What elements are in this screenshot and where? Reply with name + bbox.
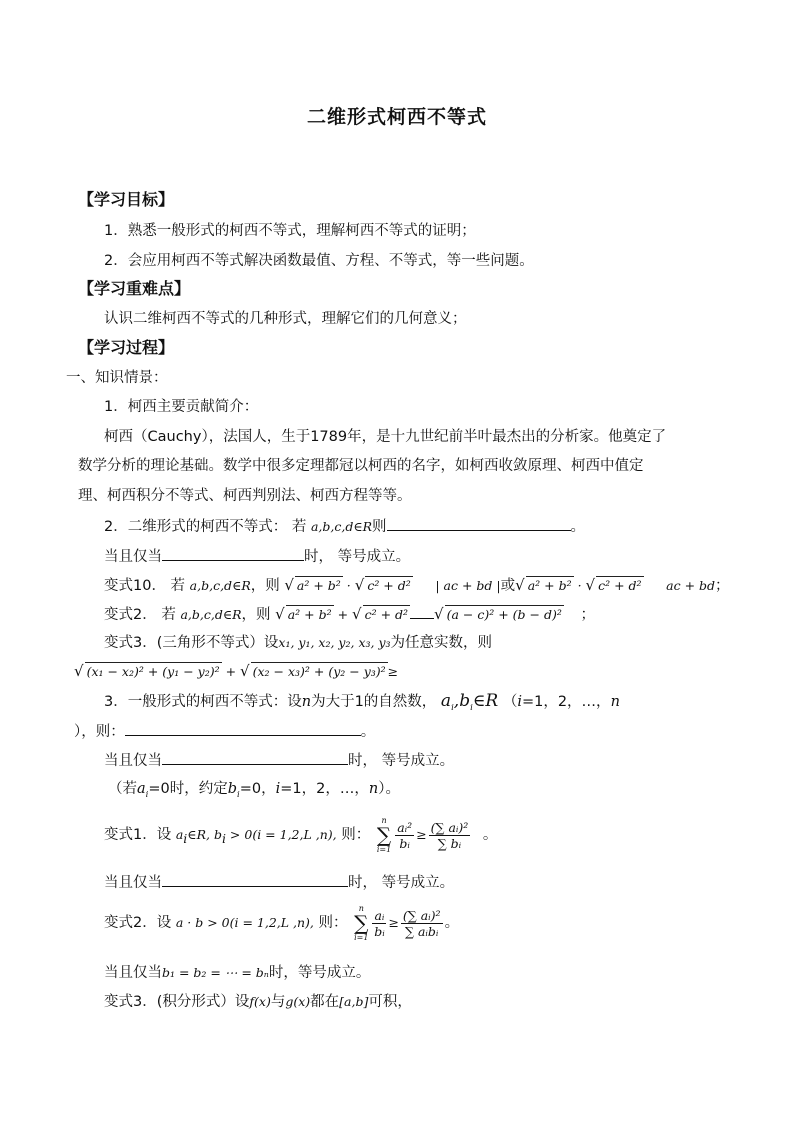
math-a: a [175, 827, 184, 842]
v1-end: 。 [482, 827, 498, 843]
v2-then: 则： [318, 915, 348, 931]
bio-line-3: 理、柯西积分不等式、柯西判别法、柯西方程等等。 [78, 488, 412, 504]
item-2-line [104, 516, 585, 536]
sub-i: i [451, 702, 454, 713]
item-2-end: 。 [570, 519, 586, 535]
variant-2-line: 变式2． 若 a,b,c,d∈R，则 √ a² + b² + √ c² + d² √ (a − c)² + (b − d)² ； [104, 605, 595, 623]
v3-on: 都在 [310, 994, 340, 1010]
v1-eq-tail: 时， 等号成立。 [348, 875, 455, 891]
math-R: R [485, 691, 499, 711]
radicand: c² + d² [367, 578, 411, 593]
variant-2-label: 变式2． 若 [104, 607, 176, 623]
item-3-text-2: 为大于1的自然数， [311, 694, 437, 710]
math-b: b [227, 781, 238, 797]
radical-sign: √ [275, 605, 285, 623]
radical-sign: √ [352, 605, 362, 623]
radical-sign: √ [585, 576, 596, 594]
math-a: a [440, 691, 452, 711]
sub-i: i [221, 830, 226, 846]
math-zero: 0 [244, 827, 253, 842]
variant-10-end: ； [715, 578, 730, 594]
v3-line [104, 993, 412, 1011]
radicand: a² + b² [527, 578, 572, 593]
fraction: $\frac{\text{aᵢ}}{\text{bᵢ}}$ [374, 907, 385, 939]
math-b: b [459, 691, 471, 711]
variant-2-blank[interactable] [410, 604, 434, 619]
radical-sign: √ [74, 662, 84, 680]
sum-symbol: n ∑ i=1 [354, 904, 369, 942]
conv-text: =0时，约定 [148, 781, 228, 797]
sub-i: i [183, 830, 188, 846]
math-R: R [241, 578, 251, 593]
v3-and: 与 [270, 994, 286, 1010]
math-in: ∈ [222, 607, 233, 622]
item-3-eq-label: 当且仅当 [104, 753, 162, 769]
fraction: $\frac{\text{(∑ aᵢ)²}}{\text{∑ aᵢbᵢ}}$ [402, 907, 441, 939]
math-R: R [196, 827, 206, 842]
item-2-eq-blank[interactable] [162, 546, 304, 561]
variant-2-end: ； [580, 607, 595, 623]
math-ge: ≥ [388, 915, 399, 930]
radicand: (x₁ − x₂)² + (y₁ − y₂)² [86, 664, 220, 679]
item-1-heading: 1．柯西主要贡献简介： [104, 399, 259, 415]
item-3-eq-blank[interactable] [162, 750, 348, 765]
sub-i: i [470, 702, 473, 713]
math-prod: a · b > 0 [175, 915, 230, 930]
conv-open: （若 [108, 781, 137, 797]
v1-then: 则： [341, 827, 371, 843]
math-abs: | ac + bd | [435, 578, 501, 593]
conv-close: ）。 [378, 781, 400, 797]
variant-2-then: ，则 [241, 607, 271, 623]
conv-text-2: =0， [239, 781, 276, 797]
variant-10-then: ，则 [250, 578, 280, 594]
item-3-paren: （ [502, 694, 518, 710]
item-3-line-2 [74, 721, 375, 741]
goal-2: 2．会应用柯西不等式解决函数最值、方程、不等式，等一些问题。 [104, 253, 534, 269]
radical-sign: √ [240, 662, 250, 680]
item-2-blank[interactable] [387, 516, 571, 531]
key-text: 认识二维柯西不等式的几种形式，理解它们的几何意义； [104, 311, 467, 327]
radical-sign: √ [434, 605, 444, 623]
math-i: i [275, 781, 281, 797]
math-R: R [362, 519, 373, 534]
bio-line-1: 柯西（Cauchy），法国人，生于1789年，是十九世纪前半叶最杰出的分析家。他奠定了 [104, 429, 667, 445]
item-3-blank[interactable] [125, 721, 361, 736]
radicand: a² + b² [287, 607, 332, 622]
item-2-text: 2．二维形式的柯西不等式： 若 [104, 519, 307, 535]
section-process: 【学习过程】 [78, 338, 175, 357]
section-key: 【学习重难点】 [78, 279, 191, 298]
variant-10-label: 变式10． 若 [104, 578, 186, 594]
item-3-convention [108, 780, 400, 798]
math-i: i [517, 694, 522, 710]
math-abcd: a,b,c,d [189, 578, 233, 593]
variant-3-line [104, 634, 492, 652]
math-b: b [213, 827, 222, 842]
section-goals: 【学习目标】 [78, 190, 175, 209]
sub-i: i [237, 789, 240, 800]
math-R: R [232, 607, 242, 622]
v2-eq-tail: 时，等号成立。 [268, 965, 371, 981]
v2-equality-line [104, 964, 370, 982]
math-n: n [301, 694, 312, 710]
radicand: c² + d² [598, 578, 642, 593]
math-in: ∈ [472, 691, 486, 711]
math-in: ∈ [353, 519, 363, 534]
math-acbd: ac + bd [666, 578, 716, 593]
variant-10-or: 或 [500, 578, 516, 594]
v2-line [104, 900, 459, 946]
radical-sign: √ [354, 576, 365, 594]
v2-label: 变式2．设 [104, 915, 172, 931]
item-2-eq-tail: 时， 等号成立。 [304, 549, 411, 565]
item-3-text: 3．一般形式的柯西不等式：设 [104, 694, 302, 710]
math-n: n [610, 694, 620, 710]
math-a: a [137, 781, 146, 797]
v3-integrable: 可积， [368, 994, 412, 1010]
math-cond: (i = 1,2,L ,n), [229, 915, 314, 930]
item-3-eq-tail: 时， 等号成立。 [348, 753, 455, 769]
radical-sign: √ [515, 576, 525, 594]
variant-3-formula: √ (x₁ − x₂)² + (y₁ − y₂)² + √ (x₂ − x₃)² + (y₂ − y₃)² ≥ [74, 662, 399, 680]
item-3-end: 。 [360, 724, 376, 740]
math-eqchain: b₁ = b₂ = ⋯ = bₙ [162, 965, 269, 980]
math-in: ∈ [187, 827, 197, 842]
item-2-equality-line [104, 546, 410, 566]
item-3-range: =1，2，…， [521, 694, 611, 710]
radicand: (a − c)² + (b − d)² [446, 607, 562, 622]
item-2-eq-label: 当且仅当 [104, 549, 162, 565]
v1-eq-blank[interactable] [162, 872, 348, 887]
part-1-heading: 一、知识情景： [66, 370, 168, 386]
radicand: c² + d² [364, 607, 409, 622]
math-ge: ≥ [416, 827, 427, 842]
v1-label: 变式1．设 [104, 827, 172, 843]
sum-symbol: n ∑ i=1 [376, 816, 392, 854]
math-n: n [368, 781, 379, 797]
v1-equality-line [104, 872, 454, 892]
math-abcd: a,b,c,d [180, 607, 223, 622]
item-2-then: 则 [372, 519, 387, 535]
v1-eq-label: 当且仅当 [104, 875, 162, 891]
radicand: a² + b² [296, 578, 341, 593]
math-cond: (i = 1,2,L ,n), [252, 827, 337, 842]
bio-line-2: 数学分析的理论基础。数学中很多定理都冠以柯西的名字，如柯西收敛原理、柯西中值定 [78, 458, 644, 474]
math-interval: [a,b] [339, 994, 369, 1009]
radicand: (x₂ − x₃)² + (y₂ − y₃)² [252, 664, 386, 679]
math-ge: ≥ [387, 664, 399, 679]
fraction: $\frac{\text{aᵢ²}}{\text{bᵢ}}$ [397, 819, 413, 851]
item-3-equality-line [104, 750, 454, 770]
variant-3-tail: 为任意实数，则 [390, 635, 493, 651]
v1-line: 变式1．设 $a_i\in R$, $b_i > 0(i = 1,2,L$ ,n), 则： n ∑ i=1 $\frac{\text{aᵢ²}}{\text{bᵢ}}$ ≥ $\frac{\text{(∑ aᵢ)²}}{\text{∑ bᵢ}}$ 。 [104, 816, 498, 854]
variant-10-line: 变式10． 若 a,b,c,d∈R，则 √ a² + b² · √ c² + d² | ac + bd |或√ a² + b² · √ c² + d² ac + bd； [104, 576, 730, 594]
radical-sign: √ [284, 576, 294, 594]
math-abcd: a,b,c,d [310, 519, 354, 534]
item-3-line: 3．一般形式的柯西不等式：设n为大于1的自然数， $a_i,b_i\in R$ （i=1，2，…，n [104, 691, 620, 713]
math-in: ∈ [232, 578, 242, 593]
item-3-then: ），则： [74, 724, 125, 740]
math-vars: x₁, y₁, x₂, y₂, x₃, y₃ [278, 635, 391, 650]
v2-eq-label: 当且仅当 [104, 965, 162, 981]
sub-i: i [145, 789, 149, 800]
goal-1: 1．熟悉一般形式的柯西不等式，理解柯西不等式的证明； [104, 223, 476, 239]
math-f: f(x) [249, 994, 271, 1009]
v3-label: 变式3．(积分形式）设 [104, 994, 250, 1010]
page-title: 二维形式柯西不等式 [306, 106, 487, 128]
conv-text-3: =1，2，…， [280, 781, 369, 797]
fraction: $\frac{\text{(∑ aᵢ)²}}{\text{∑ bᵢ}}$ [430, 819, 469, 851]
math-g: g(x) [285, 994, 311, 1009]
variant-3-label: 变式3．(三角形不等式）设 [104, 635, 279, 651]
v2-end: 。 [444, 915, 460, 931]
